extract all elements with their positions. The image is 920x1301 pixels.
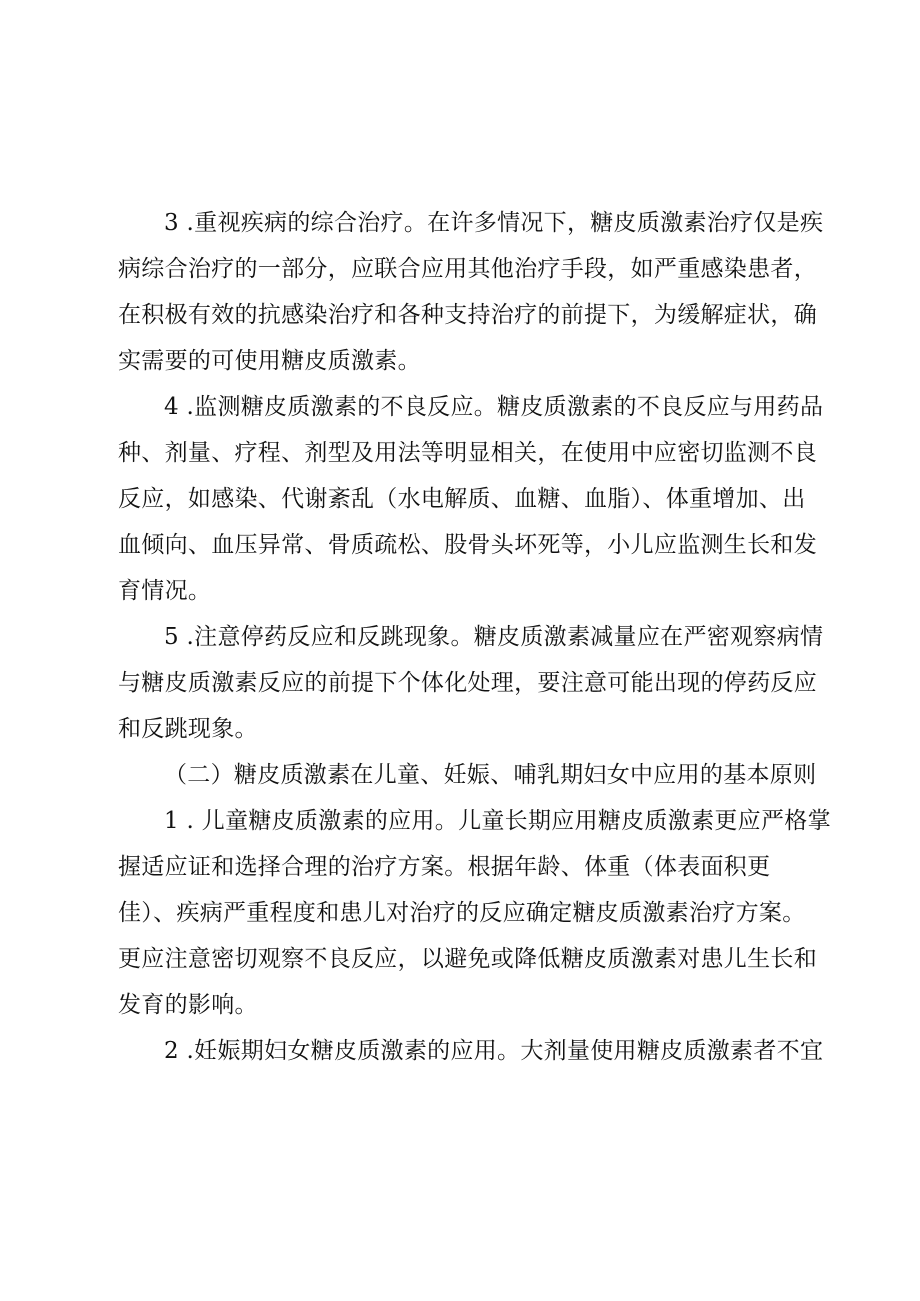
paragraph-2-pregnancy <box>118 1028 824 1074</box>
text-line: 育情况。 <box>118 578 212 604</box>
section-heading <box>118 752 818 798</box>
paragraph-1-children <box>118 798 831 1028</box>
text-line: 握适应证和选择合理的治疗方案。根据年龄、体重（体表面积更 <box>118 854 771 880</box>
text-line: 更应注意密切观察不良反应，以避免或降低糖皮质激素对患儿生长和 <box>118 946 817 972</box>
text-line: 和反跳现象。 <box>118 716 258 742</box>
text-line: 5 .注意停药反应和反跳现象。糖皮质激素减量应在严密观察病情 <box>164 624 824 650</box>
text-line: 2 .妊娠期妇女糖皮质激素的应用。大剂量使用糖皮质激素者不宜 <box>164 1038 824 1064</box>
text-line: 4 .监测糖皮质激素的不良反应。糖皮质激素的不良反应与用药品 <box>164 394 824 420</box>
paragraph-5 <box>118 614 824 752</box>
text-line: 种、剂量、疗程、剂型及用法等明显相关，在使用中应密切监测不良 <box>118 440 817 466</box>
text-line: 3 .重视疾病的综合治疗。在许多情况下，糖皮质激素治疗仅是疾 <box>164 210 824 236</box>
document-page <box>118 200 831 1074</box>
text-line: 血倾向、血压异常、骨质疏松、股骨头坏死等，小儿应监测生长和发 <box>118 532 817 558</box>
text-line: 反应，如感染、代谢紊乱（水电解质、血糖、血脂）、体重增加、出 <box>118 486 806 512</box>
text-line: 发育的影响。 <box>118 992 258 1018</box>
heading-line: （二）糖皮质激素在儿童、妊娠、哺乳期妇女中应用的基本原则 <box>164 762 817 788</box>
text-line: 1 . 儿童糖皮质激素的应用。儿童长期应用糖皮质激素更应严格掌 <box>164 808 831 834</box>
text-line: 与糖皮质激素反应的前提下个体化处理，要注意可能出现的停药反应 <box>118 670 817 696</box>
text-line: 病综合治疗的一部分，应联合应用其他治疗手段，如严重感染患者， <box>118 256 817 282</box>
text-line: 实需要的可使用糖皮质激素。 <box>118 348 421 374</box>
paragraph-4 <box>118 384 824 614</box>
text-line: 在积极有效的抗感染治疗和各种支持治疗的前提下，为缓解症状，确 <box>118 302 817 328</box>
text-line: 佳）、疾病严重程度和患儿对治疗的反应确定糖皮质激素治疗方案。 <box>118 900 806 926</box>
paragraph-3 <box>118 200 824 384</box>
